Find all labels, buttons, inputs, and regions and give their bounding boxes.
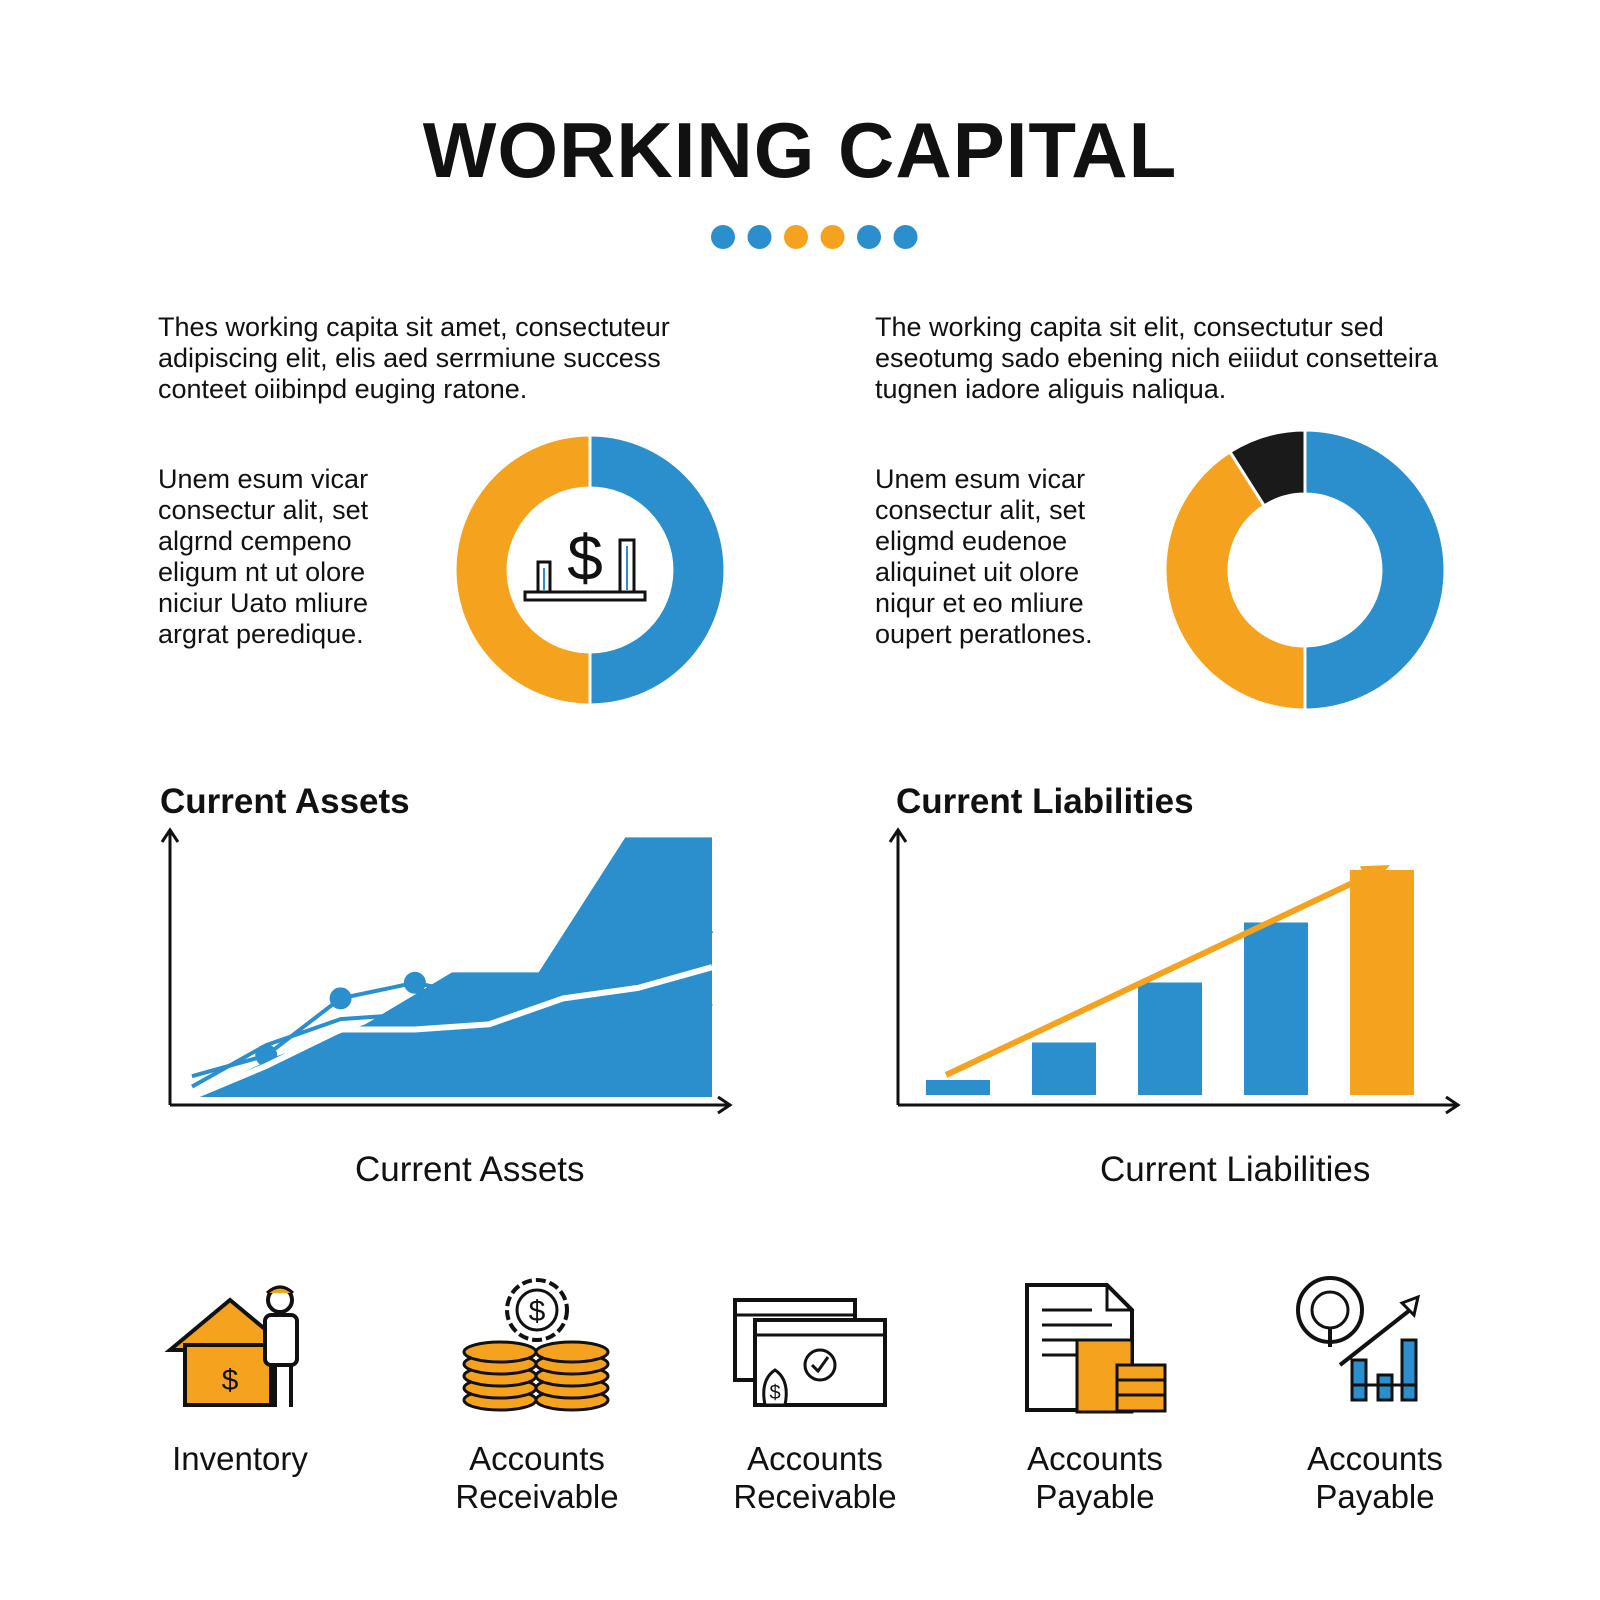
header-dot xyxy=(821,225,845,249)
liabilities-x-label: Current Liabilities xyxy=(1100,1150,1371,1189)
right-body-text: Unem esum vicar consectur alit, set eligmd eudenoe aliquinet uit olore niqur et eo mliure oupert peratlones. xyxy=(875,464,1093,649)
liabilities-heading: Current Liabilities xyxy=(896,782,1194,821)
header-dot xyxy=(748,225,772,249)
liabilities-bar xyxy=(1138,983,1202,1096)
liabilities-bar xyxy=(926,1080,990,1095)
header-dot xyxy=(857,225,881,249)
header-dots xyxy=(710,224,920,250)
header-dot xyxy=(784,225,808,249)
assets-x-label: Current Assets xyxy=(355,1150,585,1189)
donut-slice xyxy=(1305,430,1445,710)
assets-point xyxy=(404,972,426,994)
header-dot xyxy=(894,225,918,249)
inventory-icon xyxy=(165,1285,315,1415)
document-folder-icon xyxy=(1022,1280,1172,1420)
liabilities-bar xyxy=(1032,1043,1096,1096)
assets-point xyxy=(552,956,574,978)
icon-label-payable-1: Accounts Payable xyxy=(1027,1440,1163,1515)
svg-text:$: $ xyxy=(769,1382,781,1404)
donut-chart-right xyxy=(1165,430,1445,710)
left-intro-text: Thes working capita sit amet, consectuteur adipiscing elit, elis aed serrmiune success conteet oiibinpd euging ratone. xyxy=(158,312,670,404)
header-dot xyxy=(711,225,735,249)
coins-gear-icon xyxy=(462,1275,612,1415)
svg-text:$: $ xyxy=(528,1295,546,1328)
assets-point xyxy=(478,987,500,1009)
icon-label-receivable-1: Accounts Receivable xyxy=(455,1440,619,1515)
magnifier-bars-icon xyxy=(1290,1275,1440,1415)
icon-label-inventory: Inventory xyxy=(172,1440,308,1477)
liabilities-bar xyxy=(1244,923,1308,1096)
right-intro-text: The working capita sit elit, consectutur sed eseotumg sado ebening nich eiiidut consetteira tugnen iadore aliguis naliqua. xyxy=(875,312,1438,404)
svg-text:$: $ xyxy=(567,522,603,594)
invoice-money-icon xyxy=(730,1295,890,1415)
left-body-text: Unem esum vicar consectur alit, set algrnd cempeno eligum nt ut olore niciur Uato mliure argrat peredique. xyxy=(158,464,369,649)
svg-text:$: $ xyxy=(221,1364,239,1397)
assets-heading: Current Assets xyxy=(160,782,410,821)
dollar-chart-icon xyxy=(520,510,650,610)
assets-chart xyxy=(150,810,760,1150)
icon-label-receivable-2: Accounts Receivable xyxy=(733,1440,897,1515)
assets-point xyxy=(330,987,352,1009)
icon-label-payable-2: Accounts Payable xyxy=(1307,1440,1443,1515)
liabilities-bar xyxy=(1350,870,1414,1095)
page-title: WORKING CAPITAL xyxy=(422,106,1178,194)
liabilities-chart xyxy=(880,810,1480,1150)
